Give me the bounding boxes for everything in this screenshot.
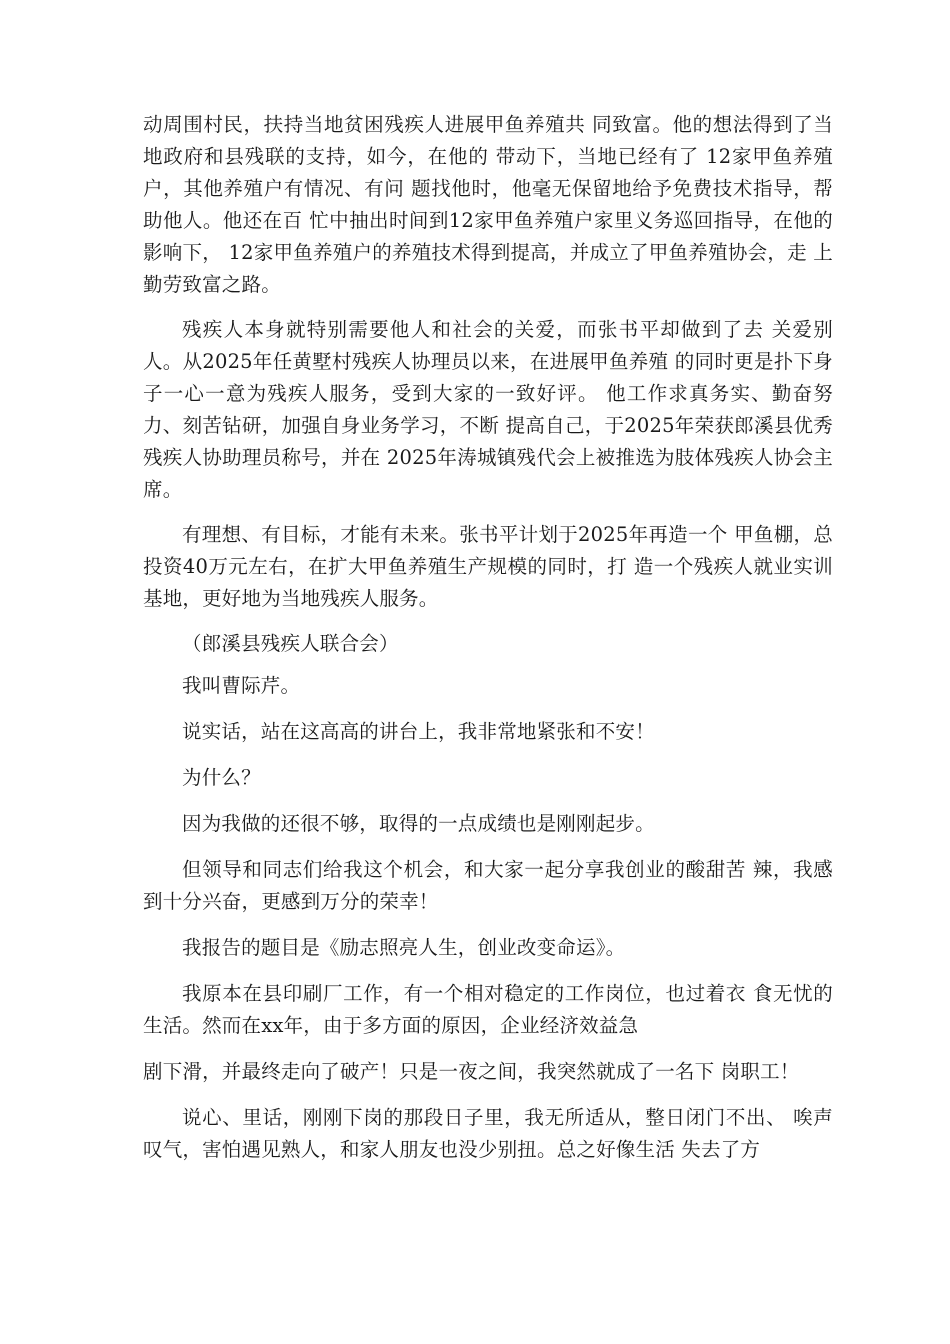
paragraph-10: 我报告的题目是《励志照亮人生，创业改变命运》。 — [182, 936, 626, 959]
paragraph-9: 但领导和同志们给我这个机会，和大家一起分享我创业的酸甜苦 辣，我感到十分兴奋，更感到万分的荣幸！ — [143, 858, 833, 913]
paragraph-8: 因为我做的还很不够，取得的一点成绩也是刚刚起步。 — [182, 812, 655, 835]
paragraph-7: 为什么？ — [182, 766, 261, 789]
paragraph-5: 我叫曹际芹。 — [182, 674, 301, 697]
paragraph-13: 说心、里话，刚刚下岗的那段日子里，我无所适从，整日闭门不出、 唉声叹气，害怕遇见熟人，和家人朋友也没少别扭。总之好像生活 失去了方 — [143, 1106, 833, 1161]
paragraph-6: 说实话，站在这高高的讲台上，我非常地紧张和不安！ — [182, 720, 655, 743]
paragraph-2: 残疾人本身就特别需要他人和社会的关爱，而张书平却做到了去 关爱别人。从2025年任黄墅村残疾人协理员以来，在进展甲鱼养殖 的同时更是扑下身子一心一意为残疾人服务，受到大家的一致好评。 他工作求真务实、勤奋努力、刻苦钻研，加强自身业务学习，不断 提高自己，于2025年荣获郎溪县优秀残疾人协助理员称号，并在 2025年涛城镇残代会上被推选为肢体残疾人协会主席。 — [143, 318, 833, 501]
paragraph-11: 我原本在县印刷厂工作，有一个相对稳定的工作岗位，也过着衣 食无忧的生活。然而在xx年，由于多方面的原因，企业经济效益急 — [143, 982, 833, 1037]
document-page — [143, 109, 833, 1166]
paragraph-source: （郎溪县残疾人联合会） — [182, 632, 399, 655]
paragraph-1: 动周围村民，扶持当地贫困残疾人进展甲鱼养殖共 同致富。他的想法得到了当地政府和县残联的支持，如今，在他的 带动下，当地已经有了 12家甲鱼养殖户，其他养殖户有情况、有问 题找他时，他毫无保留地给予免费技术指导，帮助他人。他还在百 忙中抽出时间到12家甲鱼养殖户家里义务巡回指导，在他的影响下， 12家甲鱼养殖户的养殖技术得到提高，并成立了甲鱼养殖协会，走 上勤劳致富之路。 — [143, 113, 833, 296]
paragraph-3: 有理想、有目标，才能有未来。张书平计划于2025年再造一个 甲鱼棚，总投资40万元左右，在扩大甲鱼养殖生产规模的同时，打 造一个残疾人就业实训基地，更好地为当地残疾人服务。 — [143, 523, 833, 610]
paragraph-12: 剧下滑，并最终走向了破产！只是一夜之间，我突然就成了一名下 岗职工！ — [143, 1060, 800, 1083]
